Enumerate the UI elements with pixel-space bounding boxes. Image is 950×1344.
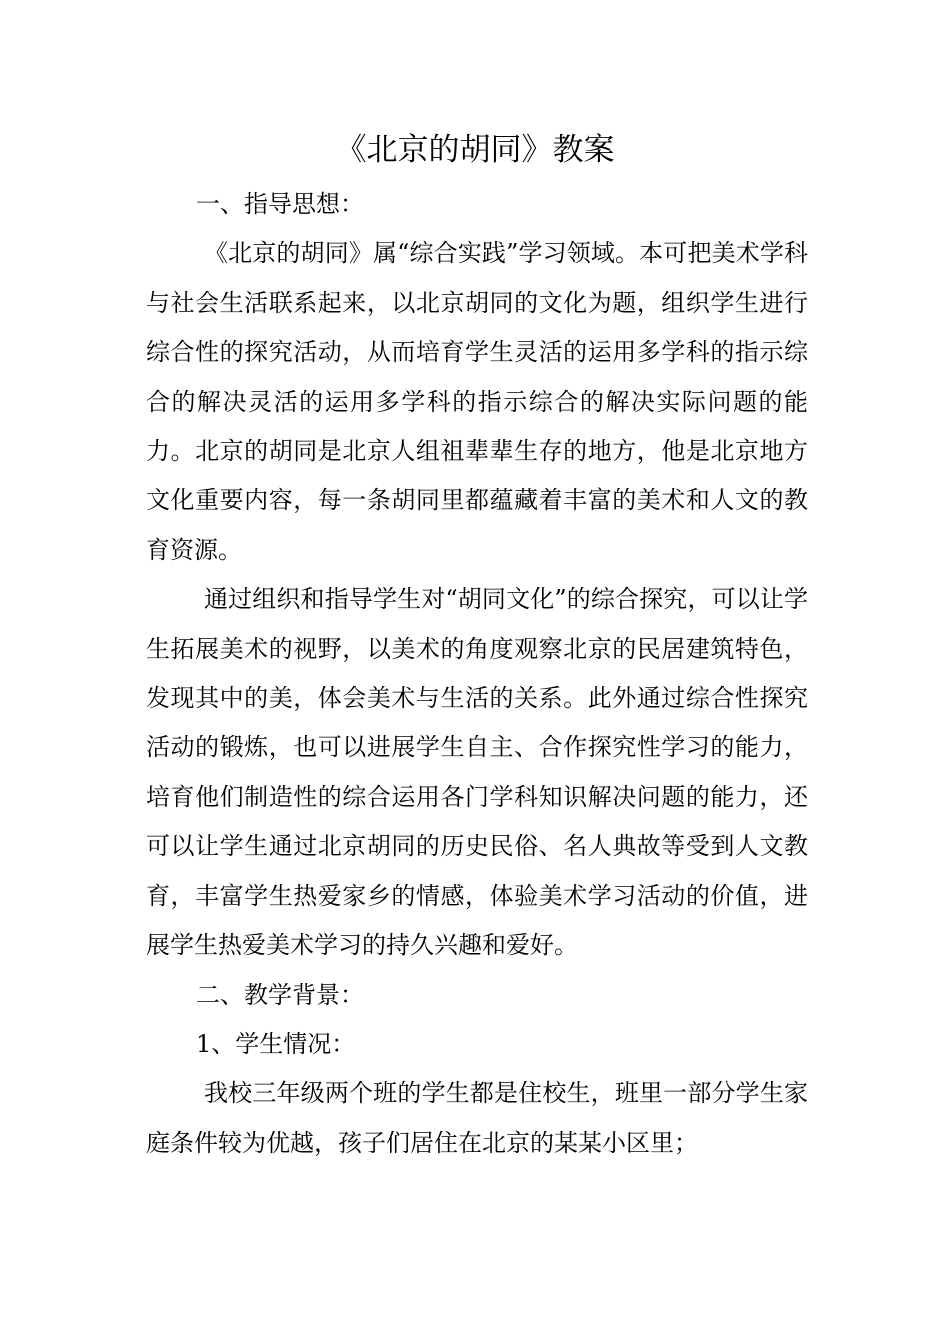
subsection-heading-student-situation: 1、学生情况：: [196, 1029, 356, 1058]
section-heading-teaching-background: 二、教学背景：: [196, 980, 364, 1009]
paragraph-student-situation: 我校三年级两个班的学生都是住校生，班里一部分学生家庭条件较为优越，孩子们居住在北京的某某小区里；: [146, 1079, 808, 1157]
document-body: [146, 180, 808, 1168]
section-heading-guiding-thought: 一、指导思想：: [196, 190, 364, 218]
paragraph-goals: 通过组织和指导学生对“胡同文化”的综合探究，可以让学生拓展美术的视野，以美术的角度观察北京的民居建筑特色，发现其中的美，体会美术与生活的关系。此外通过综合性探究活动的锻炼，也可以进展学生自主、合作探究性学习的能力，培育他们制造性的综合运用各门学科知识解决问题的能力，还可以让学生通过北京胡同的历史民俗、名人典故等受到人文教育，丰富学生热爱家乡的情感，体验美术学习活动的价值，进展学生热爱美术学习的持久兴趣和爱好。: [146, 585, 808, 960]
paragraph-intro: 《北京的胡同》属“综合实践”学习领域。本可把美术学科与社会生活联系起来，以北京胡同的文化为题，组织学生进行综合性的探究活动，从而培育学生灵活的运用多学科的指示综合的解决灵活的运用多学科的指示综合的解决实际问题的能力。北京的胡同是北京人组祖辈辈生存的地方，他是北京地方文化重要内容，每一条胡同里都蕴藏着丰富的美术和人文的教育资源。: [146, 239, 808, 564]
document-title: 《北京的胡同》教案: [335, 132, 615, 168]
